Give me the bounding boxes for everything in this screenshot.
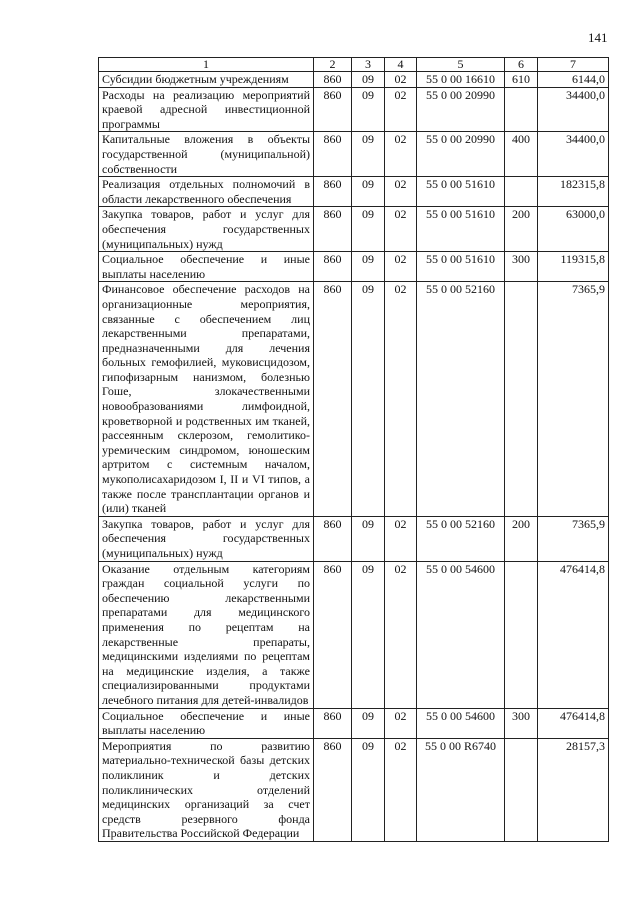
table-row bbox=[99, 516, 609, 561]
column-header: 6 bbox=[505, 58, 538, 72]
expense-type-cell bbox=[505, 87, 538, 132]
section-cell: 09 bbox=[352, 561, 385, 708]
table-row bbox=[99, 177, 609, 207]
subsection-cell: 02 bbox=[385, 252, 417, 282]
table-row bbox=[99, 72, 609, 88]
target-article-cell: 55 0 00 51610 bbox=[417, 207, 505, 252]
row-name-cell: Мероприятия по развитию материально-технической базы детских поликлиник и детских поликлинических отделений медицинских организаций за счет средств резервного фонда Правительства Российской Федерации bbox=[99, 738, 314, 841]
table-row bbox=[99, 207, 609, 252]
admin-code-cell: 860 bbox=[314, 87, 352, 132]
amount-cell: 119315,8 bbox=[538, 252, 609, 282]
section-cell: 09 bbox=[352, 72, 385, 88]
section-cell: 09 bbox=[352, 282, 385, 517]
table-row bbox=[99, 132, 609, 177]
expense-type-cell: 300 bbox=[505, 252, 538, 282]
target-article-cell: 55 0 00 20990 bbox=[417, 132, 505, 177]
admin-code-cell: 860 bbox=[314, 207, 352, 252]
subsection-cell: 02 bbox=[385, 132, 417, 177]
column-header: 3 bbox=[352, 58, 385, 72]
subsection-cell: 02 bbox=[385, 561, 417, 708]
section-cell: 09 bbox=[352, 252, 385, 282]
admin-code-cell: 860 bbox=[314, 177, 352, 207]
amount-cell: 34400,0 bbox=[538, 87, 609, 132]
section-cell: 09 bbox=[352, 87, 385, 132]
expense-type-cell: 300 bbox=[505, 708, 538, 738]
table-row bbox=[99, 561, 609, 708]
admin-code-cell: 860 bbox=[314, 132, 352, 177]
expense-type-cell: 200 bbox=[505, 516, 538, 561]
row-name-cell: Реализация отдельных полномочий в области лекарственного обеспечения bbox=[99, 177, 314, 207]
row-name-cell: Оказание отдельным категориям граждан социальной услуги по обеспечению лекарственными препаратами для медицинского применения по рецептам на лекарственные препараты, медицинскими изделиями по рецептам на медицинские изделия, а также специализированными продуктами лечебного питания для детей-инвалидов bbox=[99, 561, 314, 708]
subsection-cell: 02 bbox=[385, 87, 417, 132]
expense-type-cell bbox=[505, 282, 538, 517]
section-cell: 09 bbox=[352, 177, 385, 207]
target-article-cell: 55 0 00 52160 bbox=[417, 516, 505, 561]
admin-code-cell: 860 bbox=[314, 282, 352, 517]
admin-code-cell: 860 bbox=[314, 738, 352, 841]
subsection-cell: 02 bbox=[385, 207, 417, 252]
column-header: 2 bbox=[314, 58, 352, 72]
table-row bbox=[99, 252, 609, 282]
target-article-cell: 55 0 00 51610 bbox=[417, 252, 505, 282]
table-row bbox=[99, 282, 609, 517]
admin-code-cell: 860 bbox=[314, 708, 352, 738]
expense-type-cell bbox=[505, 177, 538, 207]
section-cell: 09 bbox=[352, 207, 385, 252]
row-name-cell: Социальное обеспечение и иные выплаты населению bbox=[99, 708, 314, 738]
admin-code-cell: 860 bbox=[314, 516, 352, 561]
subsection-cell: 02 bbox=[385, 177, 417, 207]
expense-type-cell: 200 bbox=[505, 207, 538, 252]
section-cell: 09 bbox=[352, 132, 385, 177]
section-cell: 09 bbox=[352, 708, 385, 738]
budget-table bbox=[98, 57, 609, 842]
expense-type-cell: 400 bbox=[505, 132, 538, 177]
table-row bbox=[99, 738, 609, 841]
column-header: 1 bbox=[99, 58, 314, 72]
amount-cell: 476414,8 bbox=[538, 708, 609, 738]
subsection-cell: 02 bbox=[385, 708, 417, 738]
admin-code-cell: 860 bbox=[314, 252, 352, 282]
subsection-cell: 02 bbox=[385, 282, 417, 517]
amount-cell: 182315,8 bbox=[538, 177, 609, 207]
target-article-cell: 55 0 00 54600 bbox=[417, 561, 505, 708]
expense-type-cell bbox=[505, 561, 538, 708]
column-header: 4 bbox=[385, 58, 417, 72]
amount-cell: 476414,8 bbox=[538, 561, 609, 708]
row-name-cell: Закупка товаров, работ и услуг для обеспечения государственных (муниципальных) нужд bbox=[99, 516, 314, 561]
admin-code-cell: 860 bbox=[314, 561, 352, 708]
column-header: 5 bbox=[417, 58, 505, 72]
row-name-cell: Социальное обеспечение и иные выплаты населению bbox=[99, 252, 314, 282]
column-header: 7 bbox=[538, 58, 609, 72]
header-row bbox=[99, 58, 609, 72]
amount-cell: 34400,0 bbox=[538, 132, 609, 177]
subsection-cell: 02 bbox=[385, 72, 417, 88]
amount-cell: 63000,0 bbox=[538, 207, 609, 252]
amount-cell: 7365,9 bbox=[538, 282, 609, 517]
amount-cell: 6144,0 bbox=[538, 72, 609, 88]
target-article-cell: 55 0 00 51610 bbox=[417, 177, 505, 207]
admin-code-cell: 860 bbox=[314, 72, 352, 88]
target-article-cell: 55 0 00 52160 bbox=[417, 282, 505, 517]
row-name-cell: Расходы на реализацию мероприятий краевой адресной инвестиционной программы bbox=[99, 87, 314, 132]
section-cell: 09 bbox=[352, 516, 385, 561]
target-article-cell: 55 0 00 20990 bbox=[417, 87, 505, 132]
row-name-cell: Субсидии бюджетным учреждениям bbox=[99, 72, 314, 88]
amount-cell: 7365,9 bbox=[538, 516, 609, 561]
target-article-cell: 55 0 00 R6740 bbox=[417, 738, 505, 841]
row-name-cell: Закупка товаров, работ и услуг для обеспечения государственных (муниципальных) нужд bbox=[99, 207, 314, 252]
expense-type-cell: 610 bbox=[505, 72, 538, 88]
target-article-cell: 55 0 00 16610 bbox=[417, 72, 505, 88]
subsection-cell: 02 bbox=[385, 516, 417, 561]
table-row bbox=[99, 708, 609, 738]
expense-type-cell bbox=[505, 738, 538, 841]
subsection-cell: 02 bbox=[385, 738, 417, 841]
amount-cell: 28157,3 bbox=[538, 738, 609, 841]
row-name-cell: Капитальные вложения в объекты государственной (муниципальной) собственности bbox=[99, 132, 314, 177]
page-number: 141 bbox=[588, 30, 608, 45]
target-article-cell: 55 0 00 54600 bbox=[417, 708, 505, 738]
section-cell: 09 bbox=[352, 738, 385, 841]
table-row bbox=[99, 87, 609, 132]
row-name-cell: Финансовое обеспечение расходов на организационные мероприятия, связанные с обеспечением лиц лекарственными препаратами, предназначенными для лечения больных гемофилией, муковисцидозом, гипофизарным нанизмом, болезнью Гоше, злокачественными новообразованиями лимфоидной, кроветворной и родственных им тканей, рассеянным склерозом, гемолитико-уремическим синдромом, юношеским артритом с системным началом, мукополисахаридозом I, II и VI типов, а также после трансплантации органов и (или) тканей bbox=[99, 282, 314, 517]
